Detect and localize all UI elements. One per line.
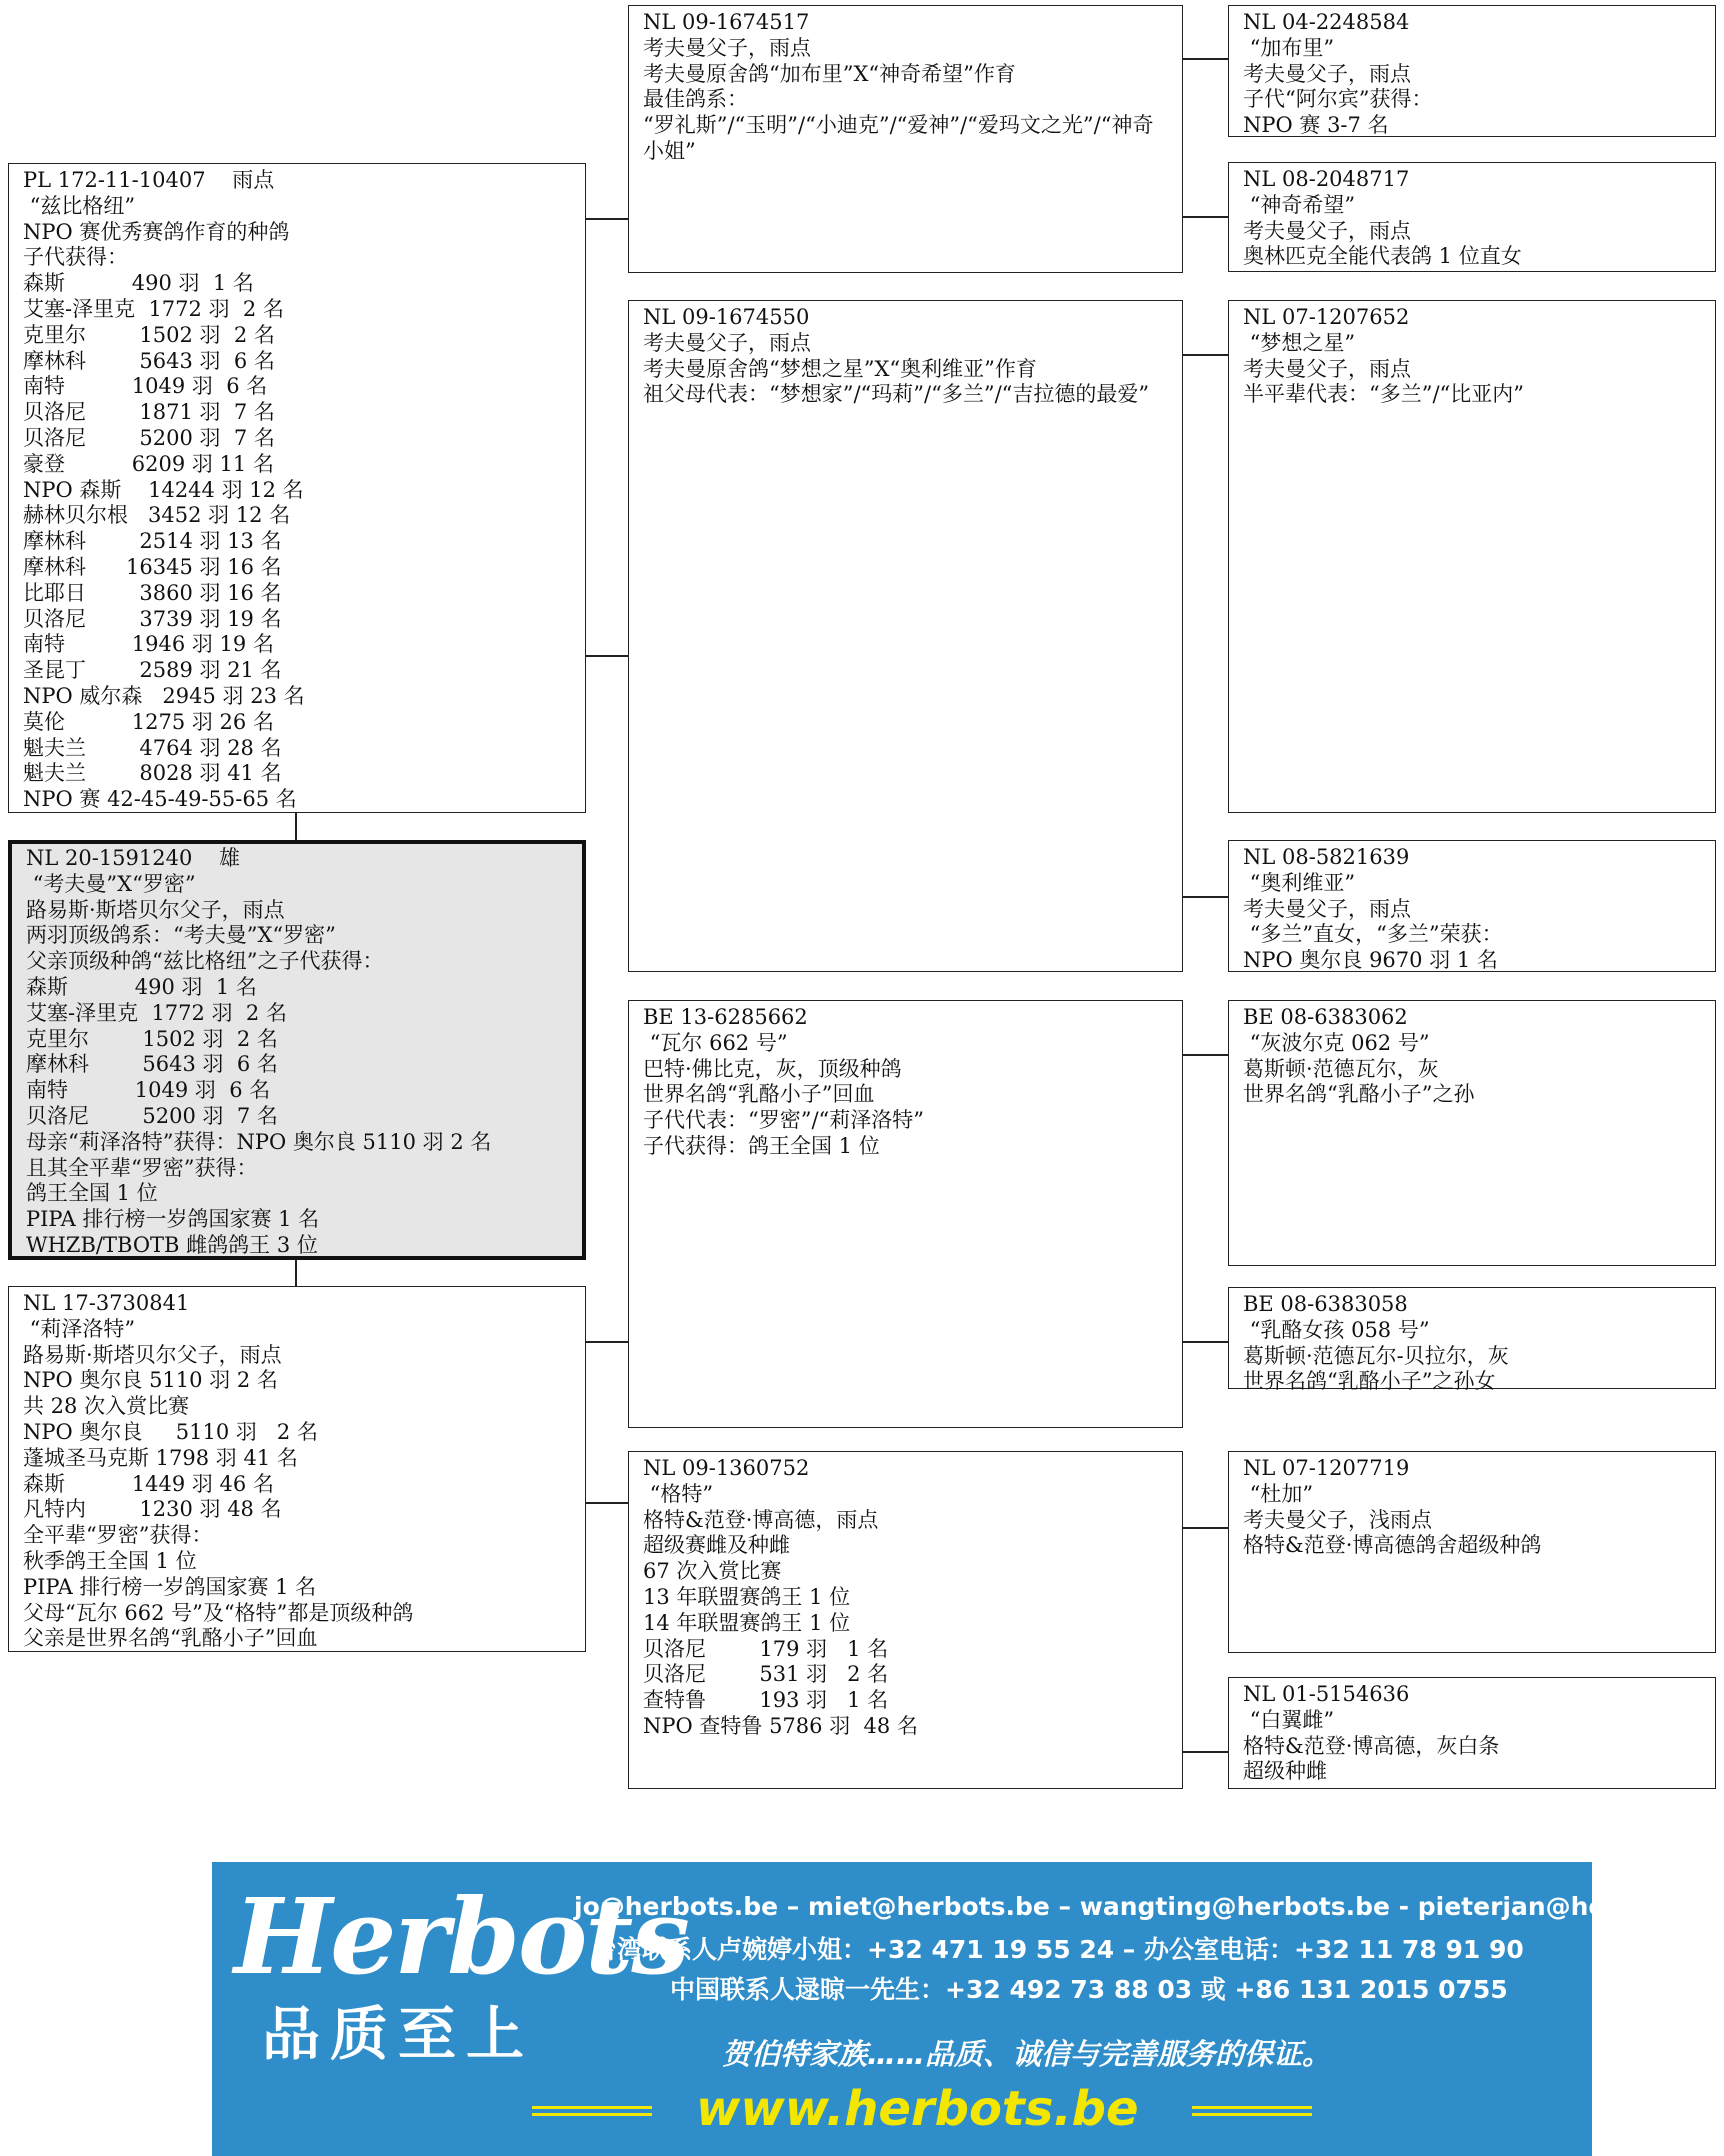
pedigree-line: 南特 1946 羽 19 名 bbox=[23, 632, 274, 657]
pedigree-line: “多兰”直女，“多兰”荣获： bbox=[1243, 922, 1503, 947]
connector bbox=[1182, 58, 1228, 60]
pedigree-line: BE 13-6285662 bbox=[643, 1005, 808, 1029]
connector bbox=[1182, 354, 1228, 356]
connector bbox=[585, 1502, 628, 1504]
pedigree-line: NPO 奥尔良 5110 羽 2 名 bbox=[23, 1368, 278, 1393]
pedigree-line: 艾塞-泽里克 1772 羽 2 名 bbox=[23, 296, 284, 321]
pedigree-line: NL 04-2248584 bbox=[1243, 10, 1410, 34]
pedigree-line: “莉泽洛特” bbox=[23, 1316, 136, 1341]
pedigree-line: 考夫曼父子，雨点 bbox=[1243, 356, 1411, 381]
website-link[interactable]: www.herbots.be bbox=[696, 2081, 1139, 2137]
pedigree-line: 格特&范登·博高德，灰白条 bbox=[1243, 1733, 1500, 1758]
pedigree-line: 半平辈代表：“多兰”/“比亚内” bbox=[1243, 382, 1525, 407]
pedigree-line: “罗礼斯”/“玉明”/“小迪克”/“爱神”/“爱玛文之光”/“神奇小姐” bbox=[643, 113, 1154, 163]
pedigree-line: 世界名鸽“乳酪小子”之孙女 bbox=[1243, 1369, 1496, 1394]
pedigree-line: NPO 森斯 14244 羽 12 名 bbox=[23, 477, 304, 502]
pedigree-line: 格特&范登·博高德鸽舍超级种鸽 bbox=[1243, 1533, 1542, 1558]
pedigree-line: 圣昆丁 2589 羽 21 名 bbox=[23, 658, 282, 683]
pedigree-line: NL 07-1207652 bbox=[1243, 305, 1410, 329]
pedigree-line: NPO 奥尔良 9670 羽 1 名 bbox=[1243, 948, 1498, 973]
contact-emails[interactable]: jo@herbots.be – miet@herbots.be – wangting@herbots.be - pieterjan@herbots.be bbox=[574, 1892, 1724, 1921]
pedigree-line: 且其全平辈“罗密”获得： bbox=[26, 1155, 258, 1180]
pedigree-line: NL 09-1360752 bbox=[643, 1456, 810, 1480]
pedigree-line: NPO 赛优秀赛鸽作育的种鸽 bbox=[23, 219, 290, 244]
pedigree-line: “格特” bbox=[643, 1481, 714, 1506]
pedigree-line: 南特 1049 羽 6 名 bbox=[23, 374, 268, 399]
pedigree-line: 凡特内 1230 羽 48 名 bbox=[23, 1497, 282, 1522]
pedigree-line: WHZB/TBOTB 雌鸽鸽王 3 位 bbox=[26, 1232, 318, 1257]
pedigree-line: 南特 1049 羽 6 名 bbox=[26, 1078, 271, 1103]
connector bbox=[1182, 896, 1228, 898]
pedigree-line: NPO 查特鲁 5786 羽 48 名 bbox=[643, 1713, 918, 1738]
pedigree-line: 母亲“莉泽洛特”获得：NPO 奥尔良 5110 羽 2 名 bbox=[26, 1129, 492, 1154]
pedigree-line: 考夫曼原舍鸽“加布里”X“神奇希望”作育 bbox=[643, 61, 1016, 86]
pedigree-line: “白翼雌” bbox=[1243, 1707, 1335, 1732]
pedigree-line: 世界名鸽“乳酪小子”之孙 bbox=[1243, 1082, 1475, 1107]
pedigree-line: 考夫曼父子，雨点 bbox=[1243, 896, 1411, 921]
pedigree-line: 艾塞-泽里克 1772 羽 2 名 bbox=[26, 1000, 287, 1025]
great-grandparent-card bbox=[1228, 300, 1716, 813]
pedigree-line: 贝洛尼 5200 羽 7 名 bbox=[23, 425, 275, 450]
contact-banner bbox=[212, 1862, 1724, 2156]
pedigree-line: PIPA 排行榜一岁鸽国家赛 1 名 bbox=[23, 1574, 317, 1599]
pedigree-line: 赫林贝尔根 3452 羽 12 名 bbox=[23, 503, 291, 528]
great-grandparent-card bbox=[1228, 840, 1716, 972]
pedigree-line: 子代“阿尔宾”获得： bbox=[1243, 87, 1433, 112]
pedigree-line: NPO 奥尔良 5110 羽 2 名 bbox=[23, 1419, 318, 1444]
pedigree-line: NL 17-3730841 bbox=[23, 1291, 190, 1315]
pedigree-line: 摩林科 2514 羽 13 名 bbox=[23, 529, 282, 554]
pedigree-line: 最佳鸽系： bbox=[643, 87, 748, 112]
connector bbox=[295, 1258, 297, 1286]
pedigree-line: 蓬城圣马克斯 1798 羽 41 名 bbox=[23, 1445, 298, 1470]
pedigree-line: 比耶日 3860 羽 16 名 bbox=[23, 580, 282, 605]
pedigree-line: 13 年联盟赛鸽王 1 位 bbox=[643, 1584, 851, 1609]
pedigree-line: “加布里” bbox=[1243, 35, 1335, 60]
pedigree-line: 摩林科 5643 羽 6 名 bbox=[23, 348, 275, 373]
pedigree-line: 魁夫兰 8028 羽 41 名 bbox=[23, 761, 282, 786]
pedigree-line: 摩林科 5643 羽 6 名 bbox=[26, 1052, 278, 1077]
connector bbox=[585, 655, 628, 657]
pedigree-line: NPO 赛 3-7 名 bbox=[1243, 113, 1389, 138]
pedigree-line: NPO 赛 42-45-49-55-65 名 bbox=[23, 787, 297, 812]
pedigree-line: NL 08-5821639 bbox=[1243, 845, 1410, 869]
pedigree-line: “瓦尔 662 号” bbox=[643, 1030, 788, 1055]
great-grandparent-card bbox=[1228, 1000, 1716, 1266]
pedigree-line: “乳酪女孩 058 号” bbox=[1243, 1317, 1430, 1342]
herbots-logo: Herbots bbox=[234, 1875, 688, 1998]
pedigree-line: 森斯 490 羽 1 名 bbox=[23, 271, 254, 296]
pedigree-line: 子代获得：鸽王全国 1 位 bbox=[643, 1133, 880, 1158]
pedigree-line: 贝洛尼 531 羽 2 名 bbox=[643, 1662, 889, 1687]
pedigree-line: 贝洛尼 3739 羽 19 名 bbox=[23, 606, 282, 631]
pedigree-line: 考夫曼父子，雨点 bbox=[643, 330, 811, 355]
pedigree-line: 考夫曼父子，雨点 bbox=[1243, 61, 1411, 86]
great-grandparent-card bbox=[1228, 5, 1716, 137]
connector bbox=[1182, 216, 1228, 218]
connector bbox=[585, 218, 628, 220]
pedigree-line: BE 08-6383062 bbox=[1243, 1005, 1408, 1029]
pedigree-line: 贝洛尼 179 羽 1 名 bbox=[643, 1636, 889, 1661]
pedigree-line: PIPA 排行榜一岁鸽国家赛 1 名 bbox=[26, 1207, 320, 1232]
connector bbox=[1182, 1341, 1228, 1343]
pedigree-line: 超级种雌 bbox=[1243, 1759, 1327, 1784]
great-grandparent-card bbox=[1228, 1287, 1716, 1394]
slogan: 贺伯特家族……品质、诚信与完善服务的保证。 bbox=[722, 2037, 1332, 2071]
pedigree-line: 巴特·佛比克，灰，顶级种鸽 bbox=[643, 1056, 902, 1081]
pedigree-line: 14 年联盟赛鸽王 1 位 bbox=[643, 1610, 851, 1635]
pedigree-line: 子代代表：“罗密”/“莉泽洛特” bbox=[643, 1108, 925, 1133]
pedigree-line: 莫伦 1275 羽 26 名 bbox=[23, 709, 274, 734]
pedigree-line: 摩林科 16345 羽 16 名 bbox=[23, 554, 282, 579]
pedigree-line: “兹比格纽” bbox=[23, 193, 136, 218]
pedigree-line: 鸽王全国 1 位 bbox=[26, 1181, 158, 1206]
pedigree-line: 格特&范登·博高德，雨点 bbox=[643, 1507, 879, 1532]
pedigree-line: 考夫曼父子，浅雨点 bbox=[1243, 1507, 1432, 1532]
great-grandparent-card bbox=[1228, 1677, 1716, 1789]
pedigree-line: BE 08-6383058 bbox=[1243, 1292, 1408, 1316]
connector bbox=[1182, 1527, 1228, 1529]
pedigree-line: 魁夫兰 4764 羽 28 名 bbox=[23, 735, 282, 760]
right-double-rule bbox=[1192, 2106, 1312, 2116]
pedigree-line: 67 次入赏比赛 bbox=[643, 1559, 782, 1584]
pedigree-line: 豪登 6209 羽 11 名 bbox=[23, 451, 274, 476]
pedigree-line: 森斯 490 羽 1 名 bbox=[26, 974, 257, 999]
pedigree-line: 超级赛雌及种雌 bbox=[643, 1533, 790, 1558]
connector bbox=[585, 1341, 628, 1343]
pedigree-line: “梦想之星” bbox=[1243, 330, 1356, 355]
dam-card bbox=[8, 1286, 586, 1652]
pedigree-line: “考夫曼”X“罗密” bbox=[26, 871, 196, 896]
pedigree-line: 葛斯顿·范德瓦尔-贝拉尔，灰 bbox=[1243, 1343, 1509, 1368]
pedigree-line: “神奇希望” bbox=[1243, 192, 1356, 217]
pedigree-line: 共 28 次入赏比赛 bbox=[23, 1394, 190, 1419]
pedigree-line: “杜加” bbox=[1243, 1481, 1314, 1506]
logo-tagline: 品质至上 bbox=[262, 2000, 535, 2068]
pedigree-line: 森斯 1449 羽 46 名 bbox=[23, 1471, 274, 1496]
pedigree-line: 父亲顶级种鸽“兹比格纽”之子代获得： bbox=[26, 949, 384, 974]
pedigree-line: NL 09-1674517 bbox=[643, 10, 810, 34]
pedigree-line: 路易斯·斯塔贝尔父子，雨点 bbox=[26, 897, 285, 922]
dam-sire-card bbox=[628, 1000, 1183, 1428]
pedigree-line: NPO 威尔森 2945 羽 23 名 bbox=[23, 683, 305, 708]
pedigree-line: 路易斯·斯塔贝尔父子，雨点 bbox=[23, 1342, 282, 1367]
pedigree-line: 考夫曼父子，雨点 bbox=[1243, 218, 1411, 243]
dam-dam-card bbox=[628, 1451, 1183, 1789]
connector bbox=[295, 812, 297, 840]
connector bbox=[1182, 1751, 1228, 1753]
pedigree-line: 葛斯顿·范德瓦尔，灰 bbox=[1243, 1056, 1439, 1081]
sire-dam-card bbox=[628, 300, 1183, 972]
pedigree-line: 世界名鸽“乳酪小子”回血 bbox=[643, 1082, 875, 1107]
pedigree-line: 克里尔 1502 羽 2 名 bbox=[26, 1026, 278, 1051]
contact-china: 中国联系人逯晾一先生：+32 492 73 88 03 或 +86 131 2015 0755 bbox=[670, 1975, 1508, 2004]
sire-card bbox=[8, 163, 586, 813]
subject-card bbox=[8, 840, 586, 1260]
pedigree-line: 祖父母代表：“梦想家”/“玛莉”/“多兰”/“吉拉德的最爱” bbox=[643, 382, 1150, 407]
contact-taiwan: 台湾联系人卢婉婷小姐：+32 471 19 55 24 – 办公室电话：+32 11 78 91 90 bbox=[592, 1935, 1524, 1964]
pedigree-line: 秋季鸽王全国 1 位 bbox=[23, 1548, 197, 1573]
pedigree-line: 两羽顶级鸽系：“考夫曼”X“罗密” bbox=[26, 923, 336, 948]
pedigree-line: 贝洛尼 5200 羽 7 名 bbox=[26, 1103, 278, 1128]
pedigree-line: 查特鲁 193 羽 1 名 bbox=[643, 1688, 889, 1713]
pedigree-line: 奥林匹克全能代表鸽 1 位直女 bbox=[1243, 244, 1522, 269]
pedigree-line: 子代获得： bbox=[23, 245, 128, 270]
pedigree-line: NL 07-1207719 bbox=[1243, 1456, 1410, 1480]
connector bbox=[1182, 1054, 1228, 1056]
great-grandparent-card bbox=[1228, 162, 1716, 272]
pedigree-line: NL 08-2048717 bbox=[1243, 167, 1410, 191]
pedigree-line: 全平辈“罗密”获得： bbox=[23, 1523, 213, 1548]
pedigree-line: “灰波尔克 062 号” bbox=[1243, 1030, 1430, 1055]
pedigree-line: NL 01-5154636 bbox=[1243, 1682, 1410, 1706]
pedigree-line: 克里尔 1502 羽 2 名 bbox=[23, 322, 275, 347]
sire-sire-card bbox=[628, 5, 1183, 273]
pedigree-line: NL 20-1591240 雄 bbox=[26, 846, 241, 870]
pedigree-line: “奥利维亚” bbox=[1243, 870, 1356, 895]
pedigree-line: 考夫曼父子，雨点 bbox=[643, 35, 811, 60]
pedigree-line: 考夫曼原舍鸽“梦想之星”X“奥利维亚”作育 bbox=[643, 356, 1037, 381]
pedigree-line: 贝洛尼 1871 羽 7 名 bbox=[23, 400, 275, 425]
pedigree-line: NL 09-1674550 bbox=[643, 305, 810, 329]
pedigree-line: PL 172-11-10407 雨点 bbox=[23, 168, 275, 192]
pedigree-line: 父母“瓦尔 662 号”及“格特”都是顶级种鸽 bbox=[23, 1600, 414, 1625]
pedigree-line: 父亲是世界名鸽“乳酪小子”回血 bbox=[23, 1626, 318, 1651]
left-double-rule bbox=[532, 2106, 652, 2116]
great-grandparent-card bbox=[1228, 1451, 1716, 1653]
